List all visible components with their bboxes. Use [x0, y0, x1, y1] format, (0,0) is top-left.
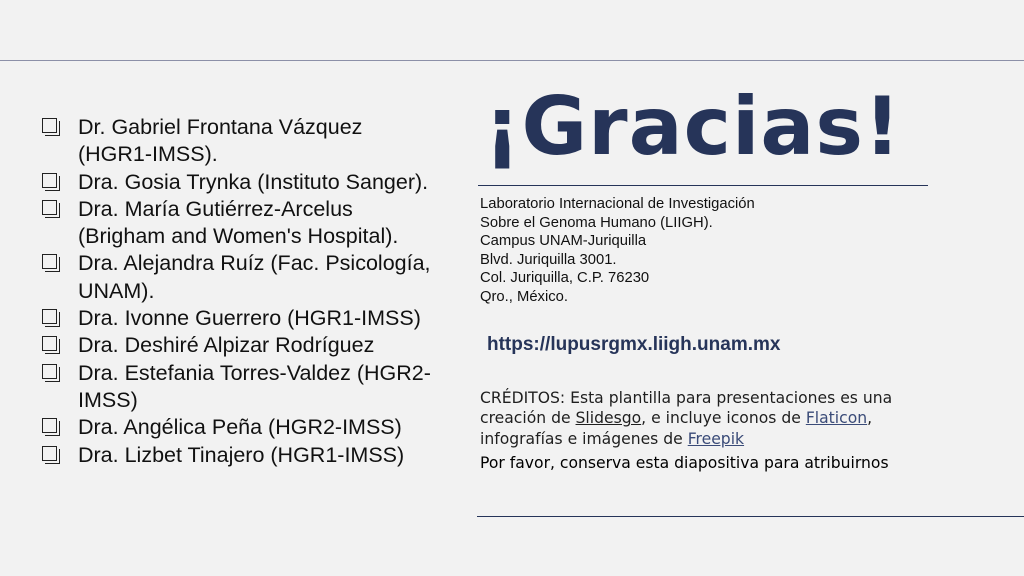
- list-item: Dr. Gabriel Frontana Vázquez (HGR1-IMSS).: [42, 114, 442, 169]
- checkbox-bullet-icon: [42, 336, 57, 351]
- checkbox-bullet-icon: [42, 309, 57, 324]
- website-link[interactable]: https://lupusrgmx.liigh.unam.mx: [487, 334, 781, 355]
- list-item: Dra. Alejandra Ruíz (Fac. Psicología, UNAM).: [42, 250, 442, 305]
- attribution-note: Por favor, conserva esta diapositiva para atribuirnos: [480, 454, 889, 473]
- list-item: Dra. Lizbet Tinajero (HGR1-IMSS): [42, 442, 442, 469]
- list-item: Dra. María Gutiérrez-Arcelus (Brigham and Women's Hospital).: [42, 196, 442, 251]
- list-item: Dra. Angélica Peña (HGR2-IMSS): [42, 414, 442, 441]
- credits-text: CRÉDITOS: Esta plantilla para presentaciones es una creación de Slidesgo, e incluye iconos de Flaticon, infografías e imágenes de Freepik: [480, 389, 893, 448]
- checkbox-bullet-icon: [42, 254, 57, 269]
- address-line: Laboratorio Internacional de Investigación: [480, 196, 755, 212]
- address-line: Sobre el Genoma Humano (LIIGH).: [480, 214, 713, 231]
- checkbox-bullet-icon: [42, 200, 57, 215]
- checkbox-bullet-icon: [42, 118, 57, 133]
- list-item: Dra. Gosia Trynka (Instituto Sanger).: [42, 169, 442, 196]
- address-line: Campus UNAM-Juriquilla: [480, 233, 647, 250]
- address-line: Col. Juriquilla, C.P. 76230: [480, 270, 650, 287]
- address-line: Blvd. Juriquilla 3001.: [480, 251, 617, 268]
- checkbox-bullet-icon: [42, 446, 57, 461]
- freepik-link[interactable]: Freepik: [687, 429, 745, 448]
- top-divider: [0, 60, 1024, 61]
- credits-block: [480, 388, 900, 474]
- slidesgo-link[interactable]: Slidesgo: [575, 409, 642, 428]
- flaticon-link[interactable]: Flaticon: [805, 409, 868, 428]
- checkbox-bullet-icon: [42, 364, 57, 379]
- bottom-divider: [477, 516, 1024, 517]
- address-line: Qro., México.: [480, 288, 568, 305]
- checkbox-bullet-icon: [42, 418, 57, 433]
- acknowledgements-list: [42, 114, 442, 469]
- title-divider: [478, 185, 928, 186]
- list-item: Dra. Ivonne Guerrero (HGR1-IMSS): [42, 305, 442, 332]
- checkbox-bullet-icon: [42, 173, 57, 188]
- list-item: Dra. Estefania Torres-Valdez (HGR2-IMSS): [42, 360, 442, 415]
- lab-address: [480, 195, 755, 307]
- list-item: Dra. Deshiré Alpizar Rodríguez: [42, 332, 442, 359]
- page-title: ¡Gracias!: [484, 80, 902, 173]
